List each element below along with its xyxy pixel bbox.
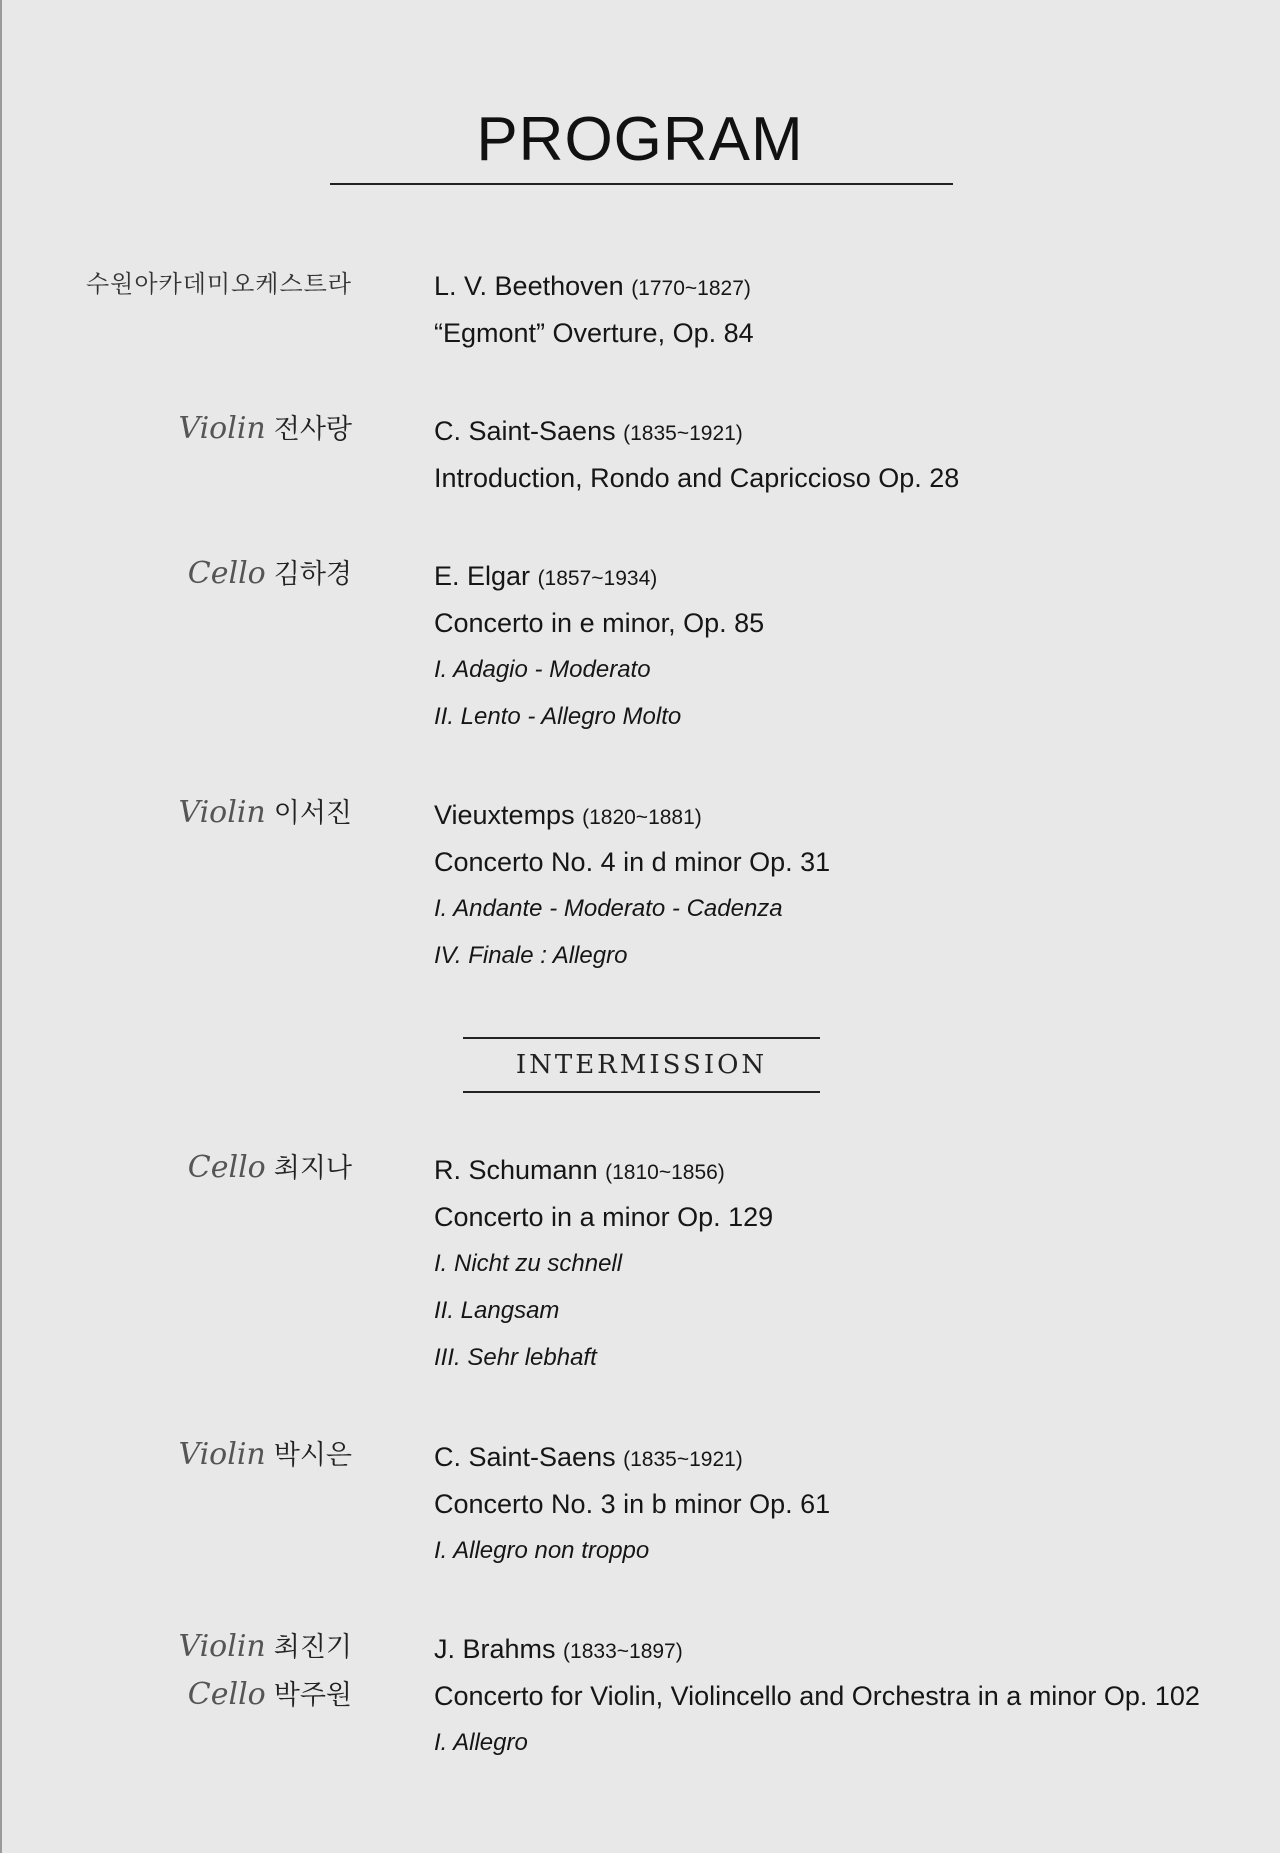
- composer-years: (1833~1897): [563, 1640, 683, 1663]
- work-details: [434, 266, 754, 360]
- instrument-label: Cello: [187, 1677, 266, 1712]
- performer-name: 최진기: [273, 1632, 352, 1663]
- work-title: Concerto for Violin, Violincello and Orchestra in a minor Op. 102: [434, 1681, 1200, 1711]
- instrument-label: Cello: [187, 1150, 266, 1185]
- composer-name: C. Saint-Saens: [434, 1442, 616, 1472]
- instrument-label: Violin: [178, 1437, 266, 1472]
- performer: [86, 266, 352, 314]
- performer-name: 전사랑: [273, 414, 352, 445]
- instrument-label: Violin: [178, 411, 266, 446]
- work-details: [434, 1629, 1200, 1770]
- movement: I. Adagio - Moderato: [434, 656, 651, 683]
- performer-name: 박시은: [273, 1440, 352, 1471]
- page-title: PROGRAM: [476, 105, 804, 174]
- movement: II. Lento - Allegro Molto: [434, 703, 682, 730]
- work-details: [434, 1437, 830, 1578]
- instrument-label: Cello: [187, 556, 266, 591]
- movement: II. Langsam: [434, 1297, 560, 1324]
- work-details: [434, 795, 830, 983]
- composer-years: (1810~1856): [605, 1161, 725, 1184]
- performer: [188, 1150, 352, 1198]
- work-title: Concerto No. 4 in d minor Op. 31: [434, 847, 831, 877]
- work-title: Concerto in a minor Op. 129: [434, 1202, 774, 1232]
- performer: [178, 795, 352, 843]
- work-details: [434, 1150, 773, 1385]
- composer-years: (1820~1881): [582, 806, 702, 829]
- movement: IV. Finale : Allegro: [434, 942, 628, 969]
- composer-name: C. Saint-Saens: [434, 416, 616, 446]
- page-left-border: [0, 0, 2, 1853]
- work-title: “Egmont” Overture, Op. 84: [434, 318, 754, 348]
- work-title: Concerto in e minor, Op. 85: [434, 608, 765, 638]
- work-title: Introduction, Rondo and Capriccioso Op. 28: [434, 463, 960, 493]
- performer-name: 이서진: [273, 798, 352, 829]
- performer-name: 최지나: [273, 1153, 352, 1184]
- performer: [178, 411, 352, 459]
- work-details: [434, 556, 764, 744]
- ensemble-name: 수원아카데미오케스트라: [85, 270, 352, 298]
- work-title: Concerto No. 3 in b minor Op. 61: [434, 1489, 831, 1519]
- performer-name: 박주원: [273, 1680, 352, 1711]
- composer-name: J. Brahms: [434, 1634, 556, 1664]
- composer-name: Vieuxtemps: [434, 800, 575, 830]
- intermission-banner: INTERMISSION: [463, 1037, 820, 1093]
- composer-years: (1835~1921): [623, 422, 743, 445]
- composer-name: E. Elgar: [434, 561, 531, 591]
- performer: [178, 1437, 352, 1485]
- composer-name: R. Schumann: [434, 1155, 598, 1185]
- movement: I. Allegro: [434, 1729, 528, 1756]
- composer-years: (1835~1921): [623, 1448, 743, 1471]
- instrument-label: Violin: [178, 795, 266, 830]
- work-details: [434, 411, 959, 505]
- performer: [188, 556, 352, 604]
- instrument-label: Violin: [178, 1629, 266, 1664]
- movement: III. Sehr lebhaft: [434, 1344, 597, 1371]
- movement: I. Nicht zu schnell: [434, 1250, 623, 1277]
- composer-name: L. V. Beethoven: [434, 271, 624, 301]
- movement: I. Allegro non troppo: [434, 1537, 650, 1564]
- composer-years: (1857~1934): [537, 567, 658, 590]
- composer-years: (1770~1827): [631, 277, 751, 300]
- title-underline: [330, 183, 953, 185]
- performer: [178, 1629, 352, 1725]
- movement: I. Andante - Moderato - Cadenza: [434, 895, 783, 922]
- performer-name: 김하경: [273, 559, 352, 590]
